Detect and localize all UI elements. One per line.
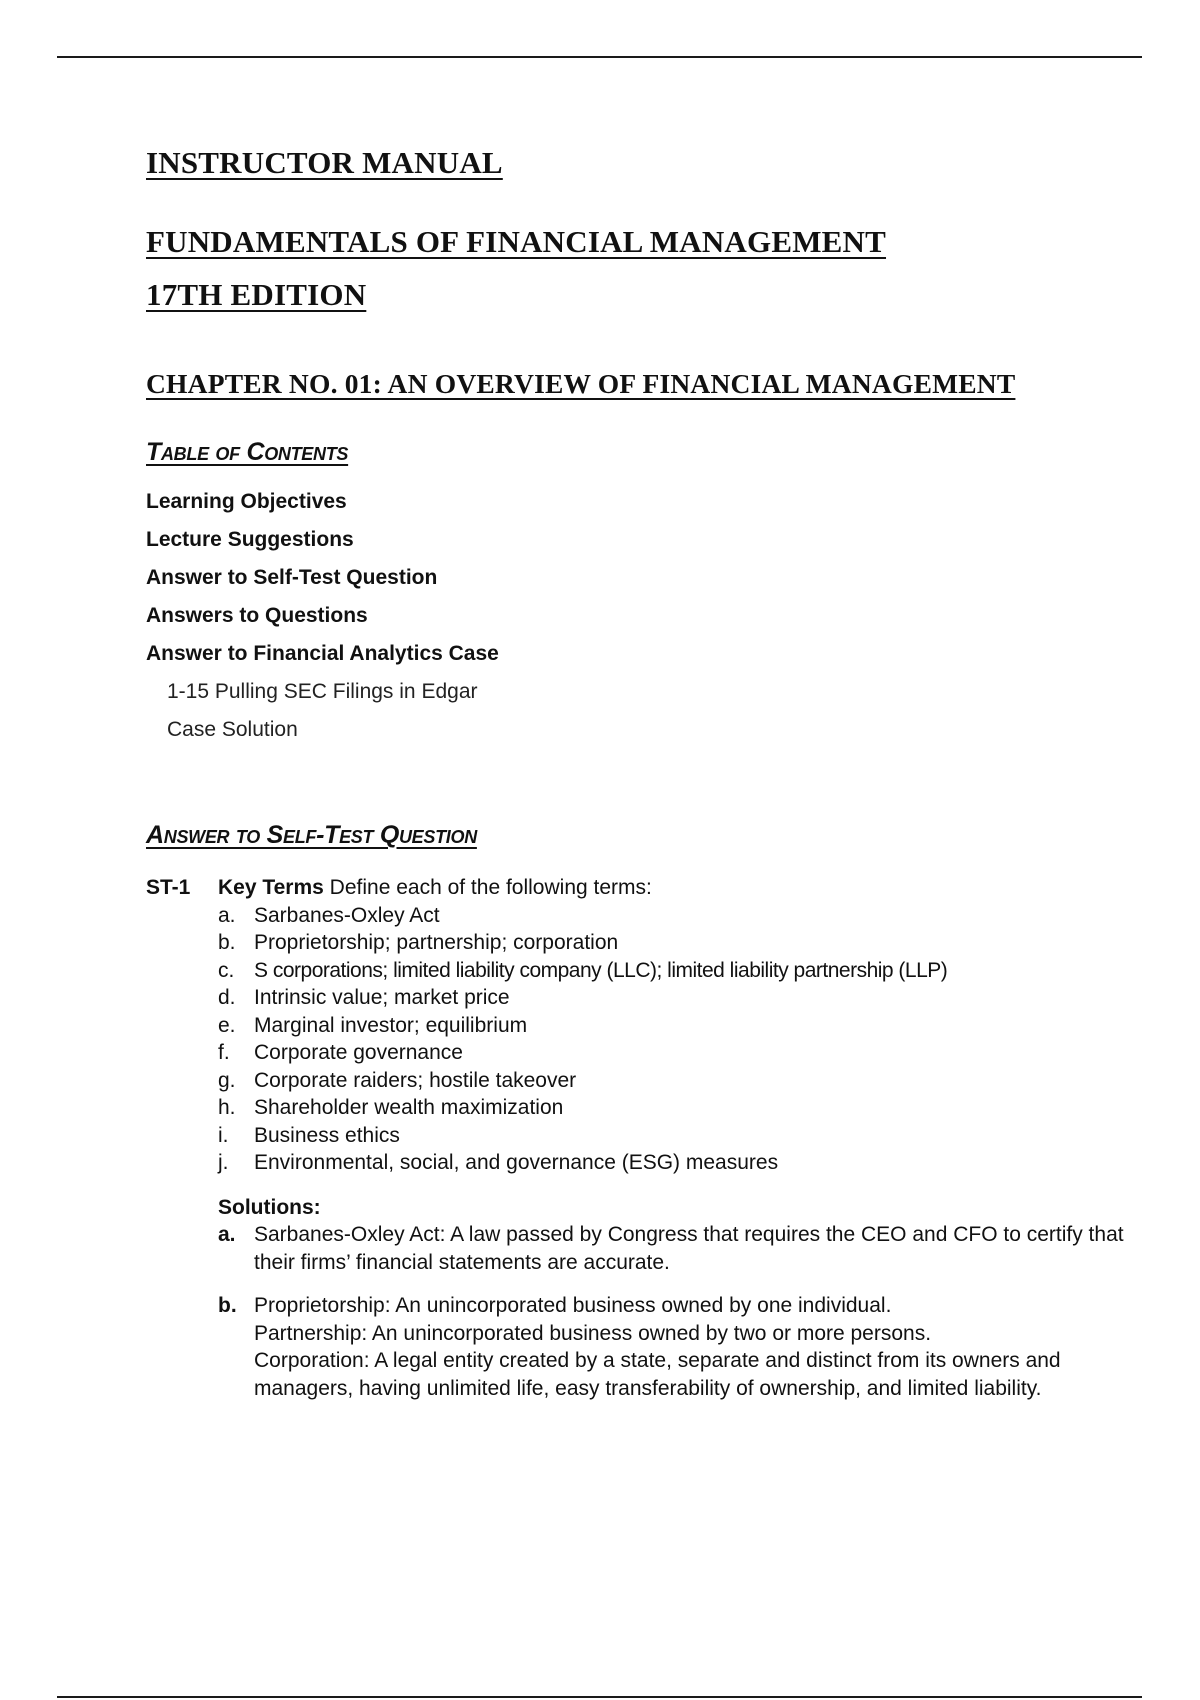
term-item bbox=[218, 1094, 1146, 1122]
term-text: Business ethics bbox=[254, 1123, 400, 1147]
solution-paragraph: Partnership: An unincorporated business owned by two or more persons. bbox=[254, 1321, 932, 1345]
self-test-question bbox=[146, 874, 1146, 1418]
self-test-heading: Answer to Self-Test Question bbox=[146, 821, 477, 849]
table-of-contents bbox=[146, 490, 499, 756]
term-text: Marginal investor; equilibrium bbox=[254, 1013, 528, 1037]
question-prompt bbox=[218, 874, 1146, 902]
toc-subitem-case-solution[interactable]: Case Solution bbox=[167, 718, 298, 741]
term-item bbox=[218, 957, 1146, 985]
solution-letter: b. bbox=[218, 1294, 237, 1317]
toc-heading: Table of Contents bbox=[146, 438, 349, 466]
top-rule bbox=[57, 56, 1142, 58]
toc-item-learning-objectives[interactable]: Learning Objectives bbox=[146, 490, 347, 513]
term-text: Corporate governance bbox=[254, 1041, 463, 1064]
term-text: Corporate raiders; hostile takeover bbox=[254, 1068, 577, 1092]
term-text: S corporations; limited liability company (LLC); limited liability partnership (LLP) bbox=[254, 958, 948, 982]
term-text: Proprietorship; partnership; corporation bbox=[254, 931, 619, 954]
chapter-heading: CHAPTER NO. 01: AN OVERVIEW OF FINANCIAL MANAGEMENT bbox=[146, 368, 1016, 399]
term-letter: c. bbox=[218, 958, 235, 982]
term-item bbox=[218, 1012, 1146, 1040]
solution-paragraph: Corporation: A legal entity created by a state, separate and distinct from its owners and managers, having unlimited life, easy transferability of ownership, and limited liability. bbox=[254, 1349, 1061, 1400]
toc-subitem-sec-filings[interactable]: 1-15 Pulling SEC Filings in Edgar bbox=[167, 680, 478, 703]
term-item bbox=[218, 1039, 1146, 1067]
solution-text bbox=[254, 1221, 1146, 1276]
bottom-rule bbox=[57, 1696, 1142, 1698]
solution-paragraph: Proprietorship: An unincorporated business owned by one individual. bbox=[254, 1294, 892, 1317]
solution-letter: a. bbox=[218, 1223, 236, 1246]
term-text: Sarbanes-Oxley Act bbox=[254, 903, 440, 927]
book-title-heading: FUNDAMENTALS OF FINANCIAL MANAGEMENT bbox=[146, 224, 887, 259]
term-text: Environmental, social, and governance (ESG) measures bbox=[254, 1151, 779, 1174]
term-item bbox=[218, 1067, 1146, 1095]
question-body bbox=[218, 874, 1146, 1402]
term-letter: i. bbox=[218, 1123, 229, 1147]
edition-heading: 17TH EDITION bbox=[146, 277, 367, 312]
term-letter: a. bbox=[218, 903, 236, 927]
term-item bbox=[218, 984, 1146, 1012]
solutions-label: Solutions: bbox=[218, 1195, 321, 1219]
term-text: Shareholder wealth maximization bbox=[254, 1096, 564, 1119]
term-letter: f. bbox=[218, 1041, 230, 1064]
term-item bbox=[218, 1122, 1146, 1150]
term-item bbox=[218, 902, 1146, 930]
term-list bbox=[218, 902, 1146, 1177]
term-letter: b. bbox=[218, 931, 236, 954]
toc-item-analytics-case[interactable]: Answer to Financial Analytics Case bbox=[146, 642, 499, 665]
solution-item-a bbox=[218, 1221, 1146, 1276]
term-letter: e. bbox=[218, 1013, 236, 1037]
toc-item-answers-to-questions[interactable]: Answers to Questions bbox=[146, 604, 368, 627]
solution-paragraph: Sarbanes-Oxley Act: A law passed by Congress that requires the CEO and CFO to certify that their firms’ financial statements are accurate. bbox=[254, 1223, 1124, 1274]
toc-item-self-test-answer[interactable]: Answer to Self-Test Question bbox=[146, 566, 438, 589]
prompt-text: Define each of the following terms: bbox=[323, 876, 652, 899]
question-number: ST-1 bbox=[146, 876, 191, 899]
term-letter: d. bbox=[218, 986, 236, 1009]
term-item bbox=[218, 929, 1146, 957]
term-letter: h. bbox=[218, 1096, 236, 1119]
solution-text bbox=[254, 1292, 1146, 1402]
term-text: Intrinsic value; market price bbox=[254, 986, 510, 1009]
term-item bbox=[218, 1149, 1146, 1177]
term-letter: g. bbox=[218, 1068, 236, 1092]
toc-item-lecture-suggestions[interactable]: Lecture Suggestions bbox=[146, 528, 354, 551]
solution-item-b bbox=[218, 1292, 1146, 1402]
term-letter: j. bbox=[218, 1151, 229, 1174]
manual-heading: INSTRUCTOR MANUAL bbox=[146, 145, 503, 180]
key-terms-label: Key Terms bbox=[218, 876, 324, 899]
